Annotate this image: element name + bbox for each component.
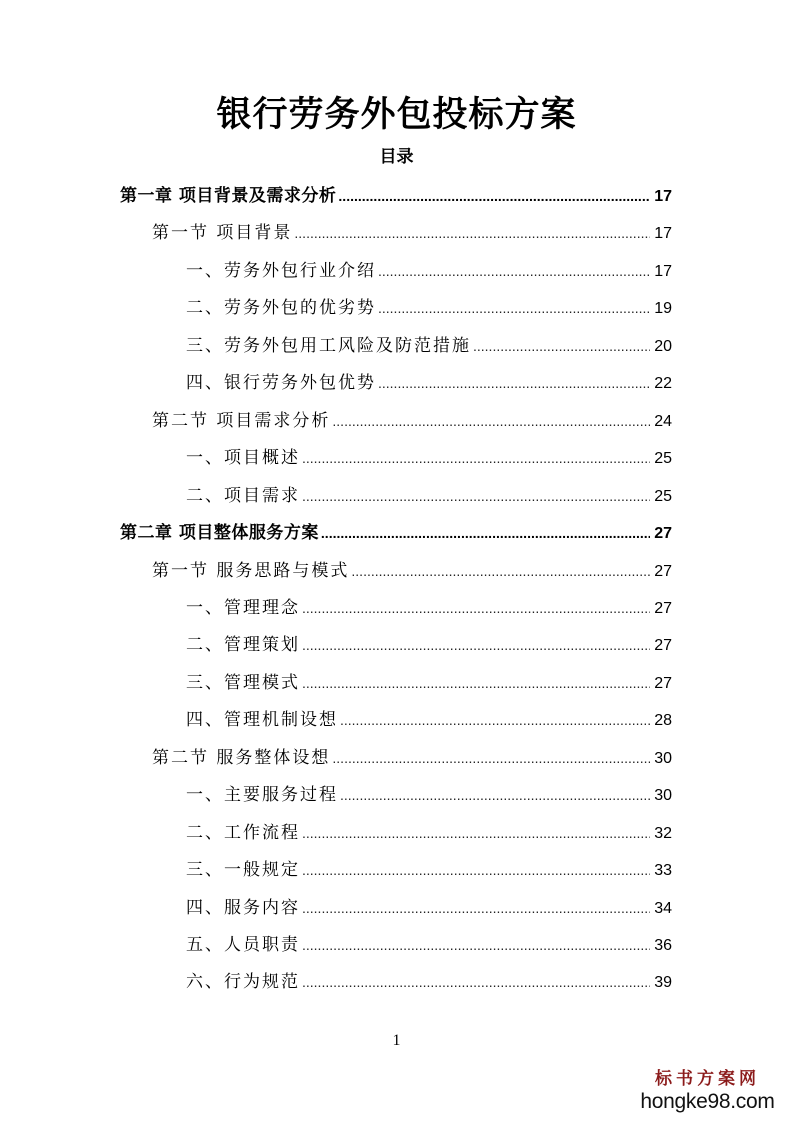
toc-entry-title: 二、项目需求: [186, 485, 300, 506]
toc-entry-page: 17: [654, 262, 672, 280]
toc-item-entry[interactable]: [186, 630, 672, 660]
toc-entry-title: 一、劳务外包行业介绍: [186, 260, 376, 281]
toc-item-entry[interactable]: [186, 967, 672, 997]
toc-entry-title: 第一节 服务思路与模式: [152, 560, 350, 581]
dot-leader: [351, 556, 650, 586]
dot-leader: [473, 331, 650, 361]
dot-leader: [302, 481, 650, 511]
toc-item-entry[interactable]: [186, 705, 672, 735]
dot-leader: [340, 780, 650, 810]
toc-entry-page: 19: [654, 300, 672, 318]
toc-entry-title: 二、工作流程: [186, 822, 300, 843]
toc-entry-page: 27: [654, 674, 672, 692]
toc-item-entry[interactable]: [186, 818, 672, 848]
toc-section-entry[interactable]: [152, 743, 672, 773]
toc-item-entry[interactable]: [186, 331, 672, 361]
toc-entry-title: 四、服务内容: [186, 897, 300, 918]
toc-entry-title: 第二节 项目需求分析: [152, 410, 331, 431]
dot-leader: [338, 181, 650, 211]
watermark-url: hongke98.com: [640, 1090, 775, 1113]
dot-leader: [332, 406, 650, 436]
dot-leader: [340, 705, 650, 735]
dot-leader: [302, 443, 650, 473]
toc-entry-page: 28: [654, 712, 672, 730]
toc-entry-title: 五、人员职责: [186, 935, 300, 955]
dot-leader: [302, 630, 650, 660]
dot-leader: [302, 855, 650, 885]
toc-item-entry[interactable]: [186, 443, 672, 473]
watermark: [640, 1068, 775, 1114]
toc-entry-page: 39: [654, 974, 672, 992]
toc-entry-title: 三、劳务外包用工风险及防范措施: [186, 335, 471, 356]
toc-entry-title: 二、劳务外包的优劣势: [186, 298, 376, 319]
dot-leader: [302, 930, 650, 960]
toc-entry-title: 第一章 项目背景及需求分析: [120, 186, 337, 206]
toc-item-entry[interactable]: [186, 293, 672, 323]
toc-entry-title: 六、行为规范: [186, 972, 300, 993]
dot-leader: [302, 967, 650, 997]
toc-entry-page: 25: [654, 450, 672, 468]
toc-entry-title: 三、管理模式: [186, 672, 300, 693]
toc-entry-page: 27: [654, 599, 672, 617]
dot-leader: [294, 218, 650, 248]
toc-entry-page: 20: [654, 337, 672, 355]
toc-entry-page: 34: [654, 899, 672, 917]
toc-entry-page: 27: [654, 525, 672, 543]
toc-entry-page: 17: [654, 188, 672, 205]
dot-leader: [302, 818, 650, 848]
toc-chapter-entry[interactable]: [120, 518, 672, 548]
toc-section-entry[interactable]: [152, 556, 672, 586]
dot-leader: [302, 593, 650, 623]
page-number: 1: [392, 1032, 401, 1049]
toc-entry-page: 17: [654, 225, 672, 243]
watermark-name: 标书方案网: [655, 1069, 760, 1089]
toc-section-entry[interactable]: [152, 406, 672, 436]
toc-item-entry[interactable]: [186, 930, 672, 960]
toc-entry-page: 36: [654, 937, 672, 954]
toc-item-entry[interactable]: [186, 893, 672, 923]
toc-entry-title: 一、项目概述: [186, 448, 300, 469]
toc-entry-page: 25: [654, 487, 672, 505]
toc-entry-page: 30: [654, 749, 672, 767]
dot-leader: [378, 256, 650, 286]
toc-entry-title: 第二章 项目整体服务方案: [120, 523, 319, 544]
dot-leader: [332, 743, 650, 773]
dot-leader: [302, 893, 650, 923]
toc-item-entry[interactable]: [186, 780, 672, 810]
toc-item-entry[interactable]: [186, 855, 672, 885]
toc-entry-page: 22: [654, 375, 672, 393]
toc-heading: 目录: [379, 147, 414, 167]
dot-leader: [302, 668, 650, 698]
toc-entry-page: 33: [654, 862, 672, 880]
toc-entry-page: 32: [654, 824, 672, 842]
toc-entry-page: 27: [654, 637, 672, 655]
toc-entry-title: 二、管理策划: [186, 635, 300, 656]
toc-chapter-entry[interactable]: [120, 181, 672, 211]
toc-entry-title: 四、管理机制设想: [186, 710, 338, 731]
dot-leader: [378, 293, 650, 323]
toc-entry-title: 四、银行劳务外包优势: [186, 373, 376, 394]
document-title: 银行劳务外包投标方案: [216, 95, 577, 135]
dot-leader: [378, 368, 650, 398]
toc-entry-title: 第一节 项目背景: [152, 223, 293, 244]
toc-entry-title: 一、管理理念: [186, 597, 300, 618]
toc-item-entry[interactable]: [186, 668, 672, 698]
toc-entry-title: 第二节 服务整体设想: [152, 747, 331, 768]
toc-item-entry[interactable]: [186, 481, 672, 511]
toc-item-entry[interactable]: [186, 256, 672, 286]
toc-item-entry[interactable]: [186, 593, 672, 623]
toc-entry-title: 一、主要服务过程: [186, 785, 338, 806]
toc-entry-page: 30: [654, 787, 672, 805]
toc-entry-page: 27: [654, 562, 672, 580]
toc-entry-page: 24: [654, 412, 672, 430]
toc-entry-title: 三、一般规定: [186, 860, 300, 881]
toc-item-entry[interactable]: [186, 368, 672, 398]
toc-section-entry[interactable]: [152, 218, 672, 248]
dot-leader: [321, 518, 650, 548]
